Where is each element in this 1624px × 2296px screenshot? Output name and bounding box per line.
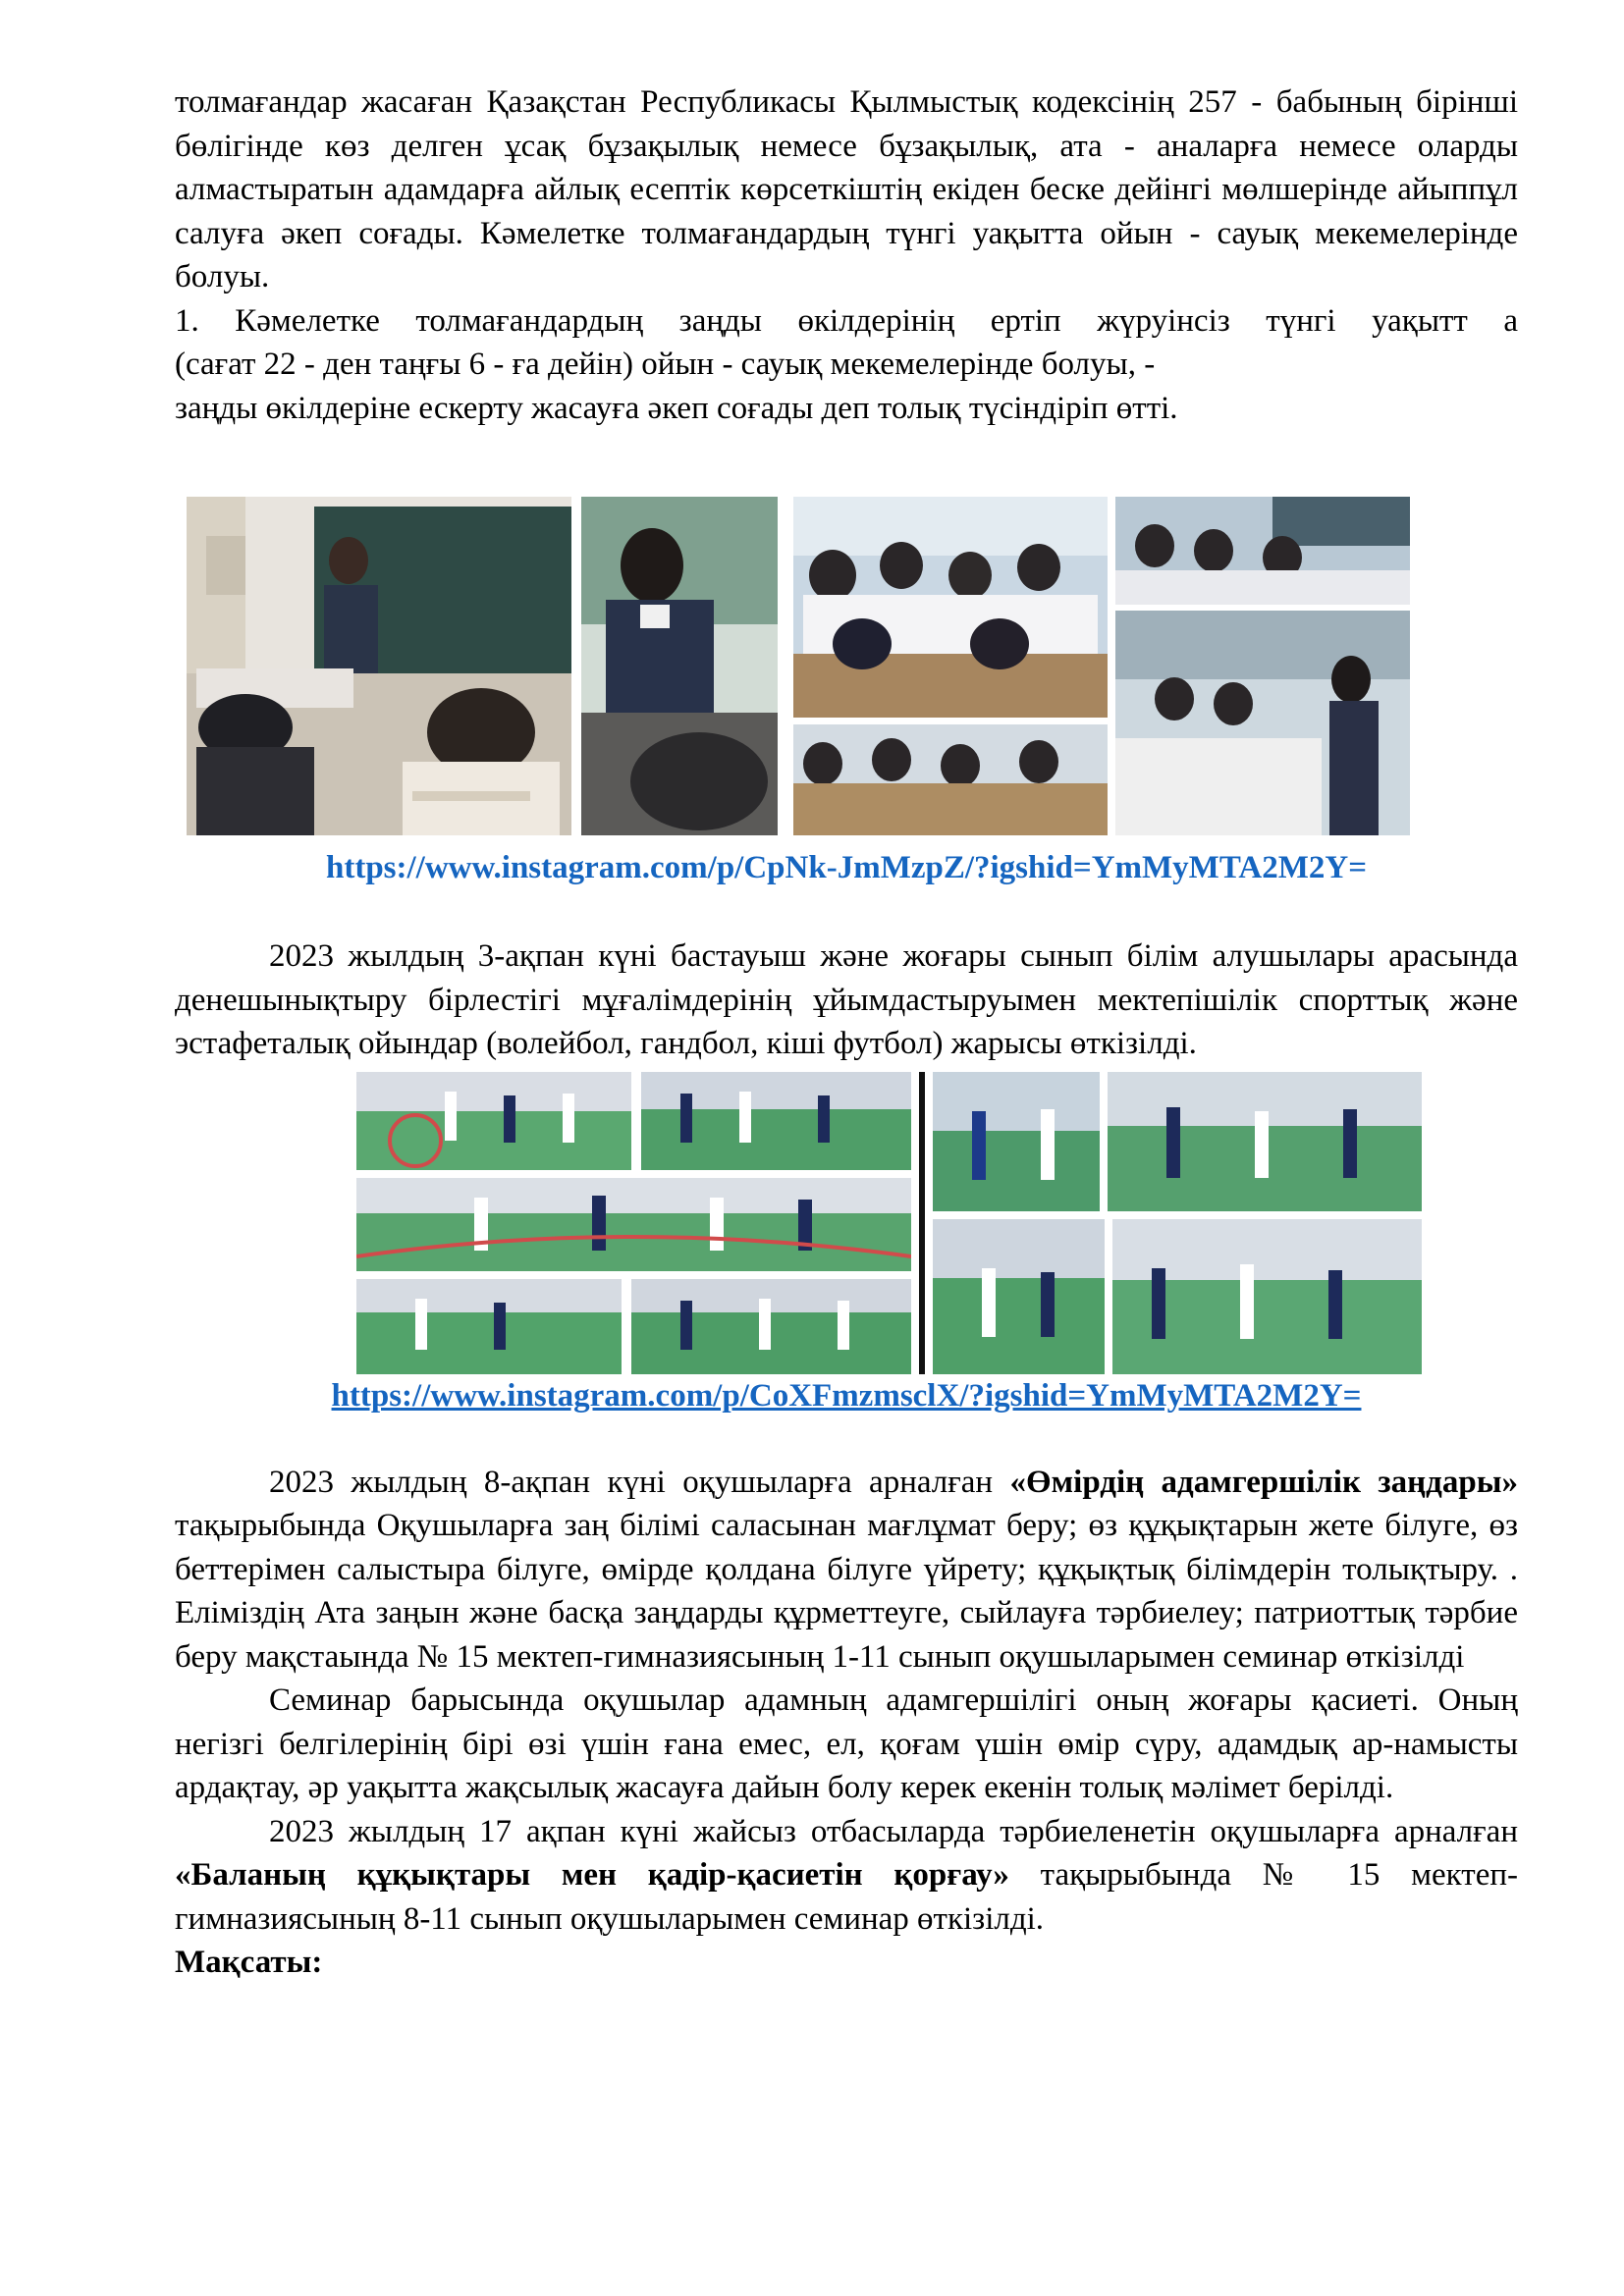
photo-officer-speaking [581, 497, 778, 835]
section2-paragraph: 2023 жылдың 3-ақпан күні бастауыш және жоғары сынып білім алушылары арасында денешынықтыру бірлестігі мұғалімдерінің ұйымдастыруымен мектепішілік спорттық және эстафеталық ойындар (волейбол, гандбол, кіші футбол) жарысы өткізілді. [175, 938, 1518, 1061]
section3-p1-pre: 2023 жылдың 8-ақпан күні оқушыларға арналған [269, 1464, 1010, 1500]
photo-collage-sports [175, 1072, 1518, 1374]
photo-students-seated-1 [793, 497, 1108, 718]
instagram-link-1[interactable]: https://www.instagram.com/p/CpNk-JmMzpZ/?igshid=YmMyMTA2M2Y= [326, 850, 1367, 885]
photo-sports-8 [933, 1219, 1105, 1374]
intro-paragraph: толмағандар жасаған Қазақстан Республикасы Қылмыстық кодексінің 257 - бабының бірінші бөлігінде көз делген ұсақ бұзақылық немесе бұзақылық, ата - аналарға немесе оларды алмастыратын адамдарға айлық есептік көрсеткіштің екіден беске дейінгі мөлшерінде айыппұл салуға әкеп соғады. Кәмелетке толмағандардың түнгі уақытта ойын - сауық мекемелерінде болуы. [175, 84, 1518, 294]
photo-sports-2 [641, 1072, 911, 1170]
photo-sports-7 [1108, 1072, 1422, 1211]
photo-sports-3 [356, 1178, 911, 1271]
section3-paragraph-1 [175, 1461, 1518, 1680]
photo-officer-at-board [187, 497, 571, 835]
section3-paragraph-2: Семинар барысында оқушылар адамның адамгершілігі оның жоғары қасиеті. Оның негізгі белгілерінің бірі өзі үшін ғана емес, ел, қоғам үшін өмір сүру, адамдық ар-намысты ардақтау, әр уақытта жақсылық жасауға дайын болу керек екенін толық мәлімет берілді. [175, 1682, 1518, 1805]
section3-paragraph-3 [175, 1810, 1518, 1942]
photo-sports-1 [356, 1072, 631, 1170]
photo-collage-lecture [175, 497, 1518, 840]
section3-p1-post: тақырыбында Оқушыларға заң білімі саласынан мағлұмат беру; өз құқықтарын жете білуге, өз беттерімен салыстыра білуге, өмірде қолдана білуге үйрету; құқықтық білімдерін толықтыру. . Еліміздің Ата заңын және басқа заңдарды құрметтеуге, сыйлауға тәрбиелеу; патриоттық тәрбие беру мақстаында № 15 мектеп-гимназиясының 1-11 сынып оқушыларымен семинар өткізілді [175, 1508, 1518, 1675]
photo-sports-6 [933, 1072, 1100, 1211]
photo-sports-5 [631, 1279, 911, 1374]
photo-sports-4 [356, 1279, 622, 1374]
section3-p1-topic: «Өмірдің адамгершілік заңдары» [1009, 1464, 1518, 1500]
photo-students-seated-2 [1115, 497, 1410, 605]
photo-officer-and-class [1115, 611, 1410, 835]
goals-heading: Мақсаты: [175, 1945, 323, 1980]
collage-divider [919, 1072, 925, 1374]
instagram-link-2[interactable]: https://www.instagram.com/p/CoXFmzmsclX/?igshid=YmMyMTA2M2Y= [331, 1377, 1362, 1414]
section3-p3-topic: «Баланың құқықтары мен қадір-қасиетін қорғау» [175, 1857, 1009, 1893]
intro-item1-line3: заңды өкілдеріне ескерту жасауға әкеп соғады деп толық түсіндіріп өтті. [175, 390, 1178, 426]
photo-students-seated-3 [793, 724, 1108, 835]
intro-item1-line1: 1. Кәмелетке толмағандардың заңды өкілдерінің ертіп жүруінсіз түнгі уақытт а [175, 302, 1518, 339]
intro-item1-line2: (сағат 22 - ден таңғы 6 - ға дейін) ойын - сауық мекемелерінде болуы, - [175, 347, 1156, 382]
photo-sports-9 [1112, 1219, 1422, 1374]
document-page [175, 80, 1518, 1984]
section3-p3-post: тақырыбында № 15 мектеп-гимназиясының 8-11 сынып оқушыларымен семинар өткізілді. [175, 1857, 1518, 1937]
section3-p3-pre: 2023 жылдың 17 ақпан күні жайсыз отбасыларда тәрбиеленетін оқушыларға арналған [269, 1813, 1518, 1849]
